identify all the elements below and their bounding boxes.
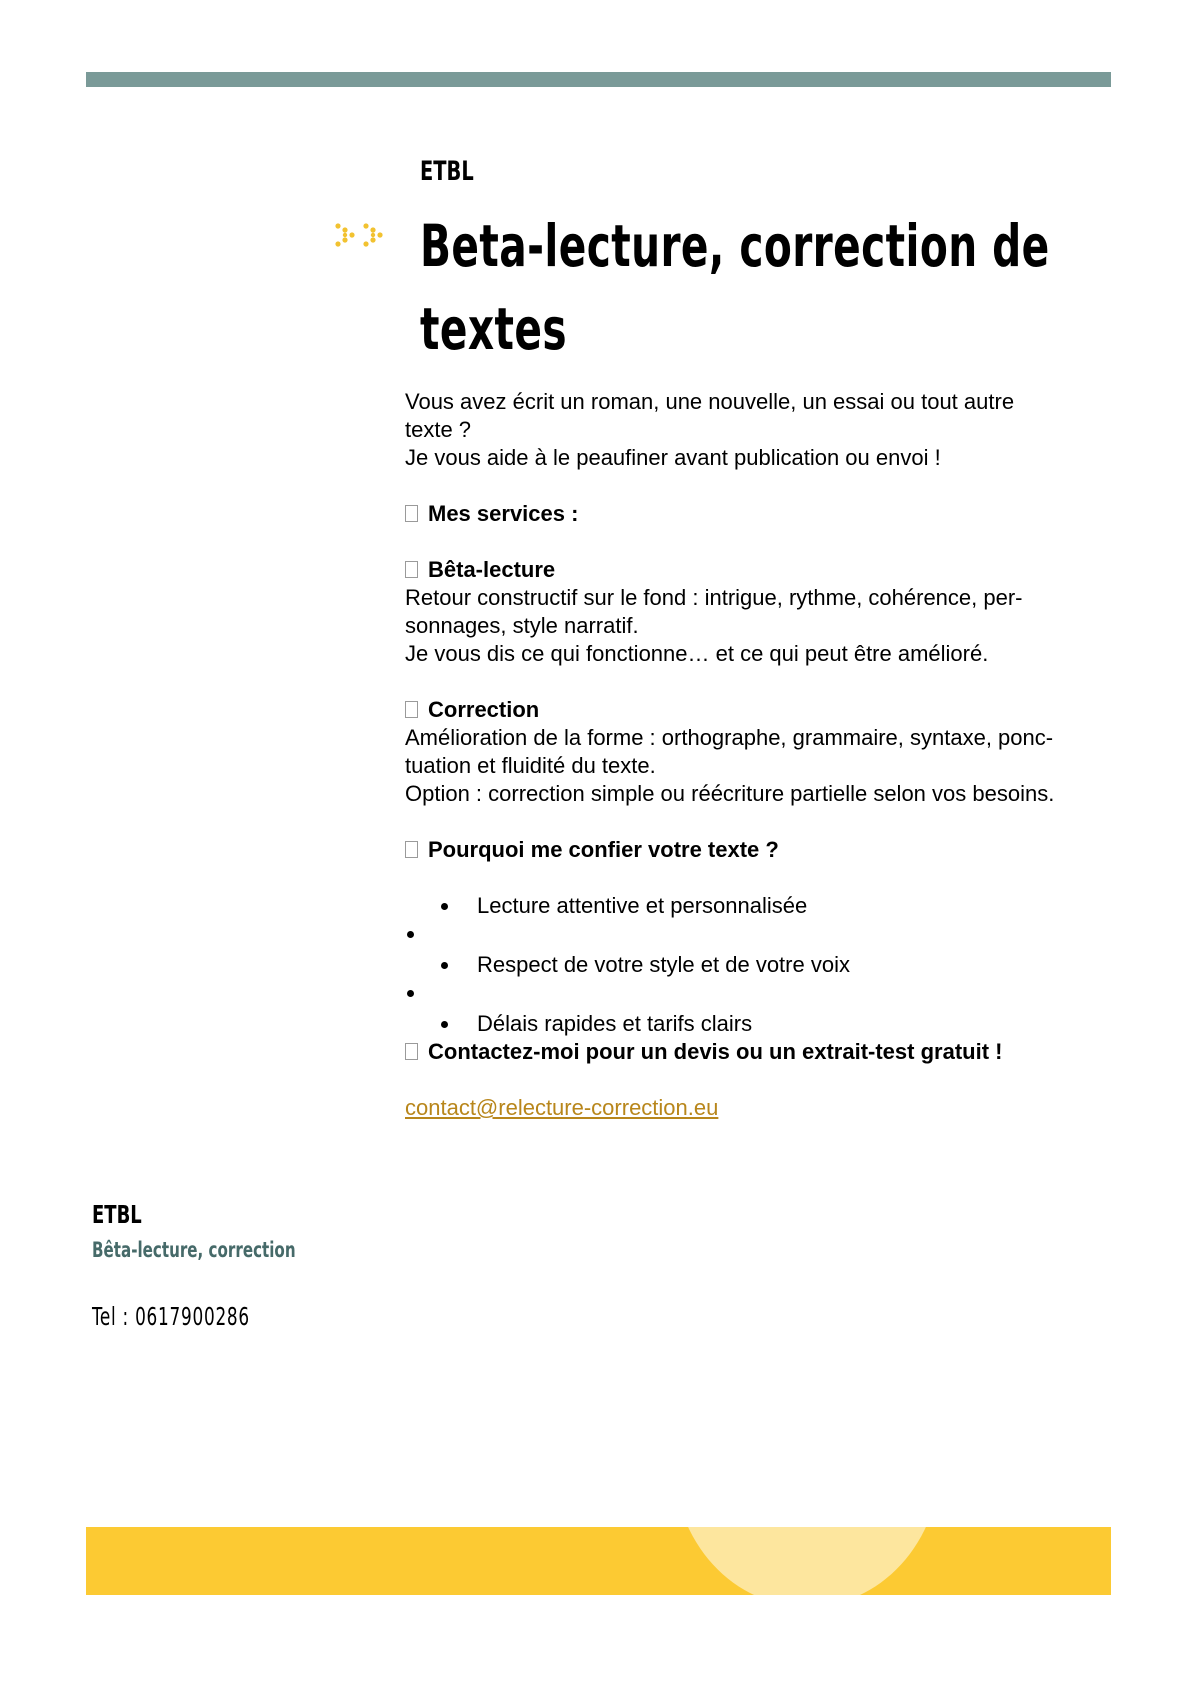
checkbox-icon (405, 841, 418, 858)
intro-line: texte ? (405, 417, 472, 442)
list-item: Délais rapides et tarifs clairs (405, 1010, 1125, 1038)
list-item: Respect de votre style et de votre voix (405, 951, 1125, 979)
footer-organization-name: ETBL (92, 1200, 142, 1229)
services-heading: Mes services : (405, 500, 1125, 528)
intro-line: Vous avez écrit un roman, une nouvelle, un essai ou tout autre (405, 389, 1015, 414)
beta-reading-text: Retour constructif sur le fond : intrigue, rythme, cohérence, per- (405, 585, 1023, 610)
checkbox-icon (405, 1043, 418, 1060)
top-decorative-bar (86, 72, 1111, 87)
organization-name: ETBL (420, 156, 474, 187)
bottom-decorative-bar (86, 1527, 1111, 1595)
why-list (405, 892, 1125, 1038)
email-link[interactable]: contact@relecture-correction.eu (405, 1095, 719, 1120)
why-heading: Pourquoi me confier votre texte ? (405, 836, 1125, 864)
checkbox-icon (405, 505, 418, 522)
decorative-circle (674, 1527, 940, 1595)
empty-bullet (405, 979, 1125, 1010)
footer-subtitle: Bêta-lecture, correction (92, 1238, 296, 1262)
correction-heading: Correction (405, 696, 1125, 724)
phone-number: Tel : 0617900286 (92, 1302, 250, 1331)
beta-reading-text: Je vous dis ce qui fonctionne… et ce qui peut être amélioré. (405, 641, 989, 666)
checkbox-icon (405, 701, 418, 718)
empty-bullet (405, 920, 1125, 951)
double-chevron-icon (334, 222, 394, 258)
list-item: Lecture attentive et personnalisée (405, 892, 1125, 920)
beta-reading-heading: Bêta-lecture (405, 556, 1125, 584)
main-content (405, 388, 1125, 1122)
correction-text: Option : correction simple ou réécriture partielle selon vos besoins. (405, 781, 1055, 806)
correction-text: Amélioration de la forme : orthographe, grammaire, syntaxe, ponc- (405, 725, 1054, 750)
checkbox-icon (405, 561, 418, 578)
call-to-action: Contactez-moi pour un devis ou un extrait-test gratuit ! (405, 1038, 1125, 1066)
beta-reading-text: sonnages, style narratif. (405, 613, 639, 638)
correction-text: tuation et fluidité du texte. (405, 753, 656, 778)
document-title: Beta-lecture, correction de textes (420, 212, 1050, 363)
intro-line: Je vous aide à le peaufiner avant publication ou envoi ! (405, 445, 941, 470)
